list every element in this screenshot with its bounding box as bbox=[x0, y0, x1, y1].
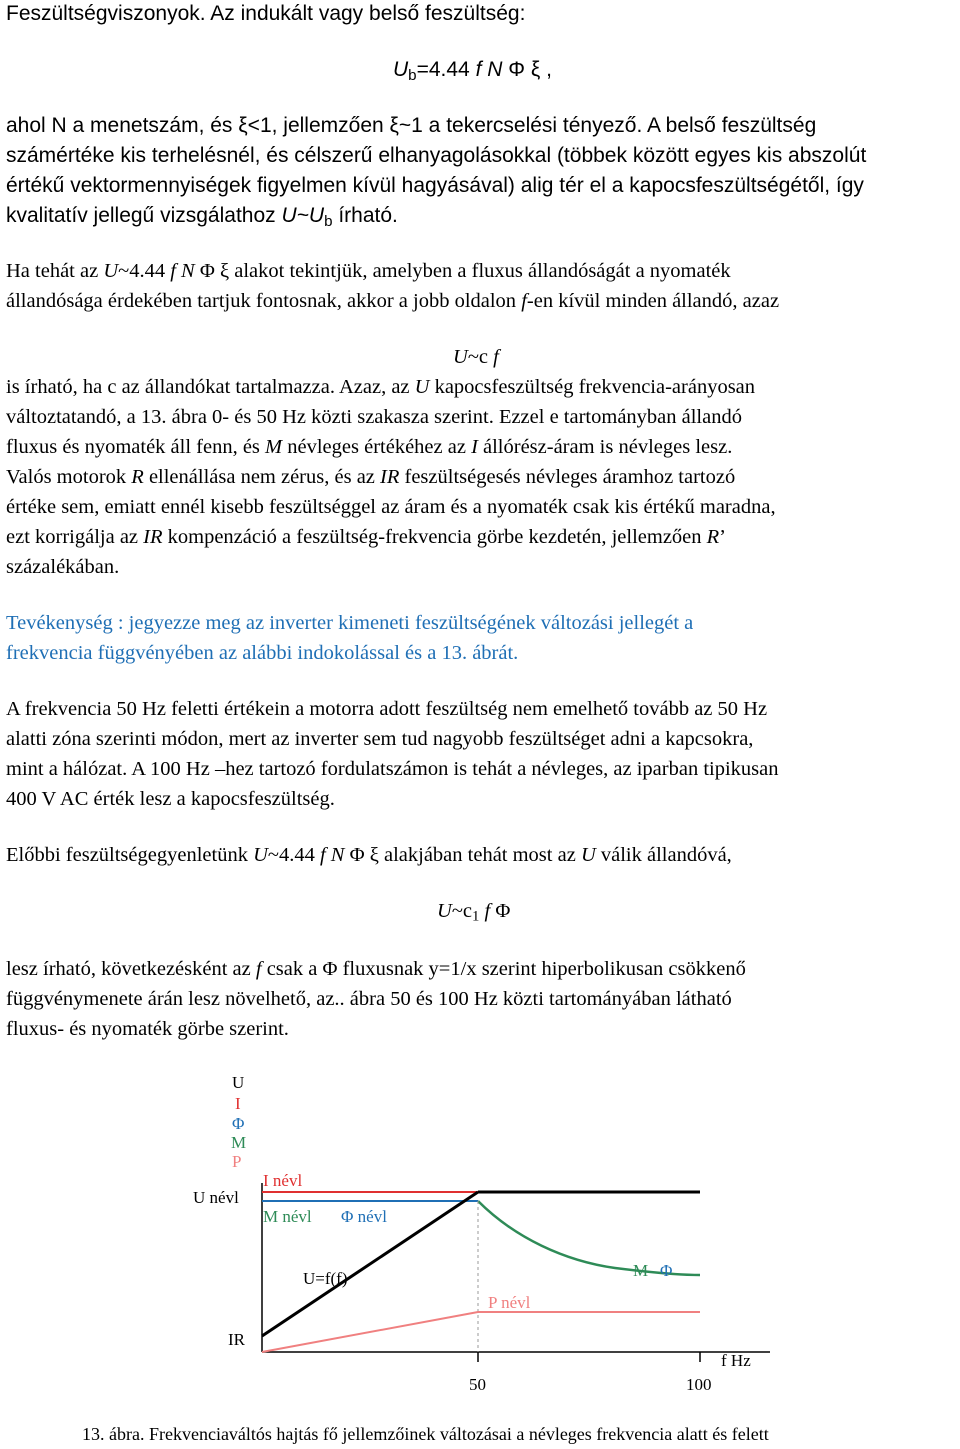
para3-l4b: ellenállása nem zérus, és az bbox=[143, 466, 381, 488]
para1-line1: ahol N a menetszám, és ξ<1, jellemzően ξ~1 a tekercselési tényező. A belső feszültség bbox=[6, 114, 817, 137]
figure-caption: 13. ábra. Frekvenciaváltós hajtás fő jellemzőinek változásai a névleges frekvencia alatt és felett bbox=[82, 1424, 769, 1444]
equation-induced-voltage bbox=[393, 58, 552, 84]
para3-l4a: Valós motorok bbox=[6, 466, 132, 488]
label-m-right: M bbox=[633, 1261, 649, 1280]
eq3-sub: 1 bbox=[472, 908, 480, 925]
para2-f: f bbox=[521, 290, 527, 312]
para2-line1 bbox=[6, 260, 731, 283]
eq3-c: ~c bbox=[451, 900, 473, 922]
intro-heading: Feszültségviszonyok. Az indukált vagy belső feszültség: bbox=[6, 2, 526, 25]
para3-l6a: ezt korrigálja az bbox=[6, 526, 144, 548]
para3-m: M bbox=[265, 436, 283, 458]
para3-line6 bbox=[6, 526, 726, 549]
eq-xi: ξ , bbox=[530, 58, 552, 81]
activity-line2: frekvencia függvényében az alábbi indokolással és a 13. ábrát. bbox=[6, 642, 519, 664]
eq-f: f bbox=[475, 58, 482, 81]
para3-l1a: is írható, ha c az állandókat tartalmazza. Azaz, az bbox=[6, 376, 415, 398]
eq3-u: U bbox=[437, 900, 452, 922]
eq2-u: U bbox=[453, 346, 468, 368]
label-phi-right: Φ bbox=[660, 1261, 673, 1280]
para1-sub: b bbox=[324, 212, 333, 230]
legend-p: P bbox=[232, 1152, 242, 1171]
eq-phi: Φ bbox=[508, 58, 526, 81]
label-u-nominal: U névl bbox=[193, 1188, 239, 1207]
para6-l1a: lesz írható, következésként az bbox=[6, 958, 256, 980]
equation-u-c1-f-phi bbox=[437, 900, 510, 926]
para3-line7: százalékában. bbox=[6, 556, 120, 578]
para5-u: U bbox=[253, 844, 268, 866]
para4-line4: 400 V AC érték lesz a kapocsfeszültség. bbox=[6, 788, 335, 810]
para6-line1 bbox=[6, 958, 746, 981]
para3-r2: R bbox=[706, 526, 720, 548]
label-u-of-f: U=f(f) bbox=[303, 1269, 348, 1288]
para2-line2 bbox=[6, 290, 779, 313]
para5-c: Φ ξ alakjában tehát most az bbox=[344, 844, 581, 866]
para4-line2: alatti zóna szerinti módon, mert az inverter sem tud nagyobb feszültséget adni a kapcsokra, bbox=[6, 728, 754, 750]
para2-u: U bbox=[103, 260, 119, 282]
label-ir: IR bbox=[228, 1330, 245, 1349]
eq-sub-b: b bbox=[408, 66, 417, 84]
para4-line3: mint a hálózat. A 100 Hz –hez tartozó fordulatszámon is tehát a névleges, az iparban tipikusan bbox=[6, 758, 779, 780]
para6-f: f bbox=[255, 958, 262, 980]
para6-line2: függvénymenete árán lesz növelhető, az.. ábra 50 és 100 Hz közti tartományában látható bbox=[6, 988, 732, 1010]
para4-line1: A frekvencia 50 Hz feletti értékein a motorra adott feszültség nem emelhető tovább az 50 Hz bbox=[6, 698, 768, 720]
para3-r: R bbox=[131, 466, 144, 488]
para5-line bbox=[6, 844, 732, 867]
para3-line4 bbox=[6, 466, 735, 489]
para6-l1b: csak a Φ fluxusnak y=1/x szerint hiperbolikusan csökkenő bbox=[261, 958, 746, 980]
eq-n: N bbox=[487, 58, 503, 81]
eq2-c: ~c bbox=[467, 346, 494, 368]
para1-line4-text: kvalitatív jellegű vizsgálathoz bbox=[6, 204, 282, 227]
eq3-phi: Φ bbox=[495, 900, 511, 922]
eq3-f: f bbox=[484, 900, 491, 922]
para2-text-c: Φ ξ alakot tekintjük, amelyben a fluxus állandóságát a nyomaték bbox=[194, 260, 731, 282]
label-phi-nominal: Φ névl bbox=[341, 1207, 387, 1226]
para3-l6c: ’ bbox=[719, 526, 726, 548]
label-x-axis: f Hz bbox=[721, 1351, 751, 1370]
equation-u-cf bbox=[453, 346, 499, 369]
para5-fn: f N bbox=[319, 844, 345, 866]
label-i-nominal: I névl bbox=[263, 1171, 303, 1190]
para6-line3: fluxus- és nyomaték görbe szerint. bbox=[6, 1018, 289, 1040]
activity-line1: Tevékenység : jegyezze meg az inverter kimeneti feszültségének változási jellegét a bbox=[6, 612, 694, 634]
para2-line2-b: -en kívül minden állandó, azaz bbox=[526, 290, 780, 312]
para5-u2: U bbox=[580, 844, 596, 866]
para3-l4c: feszültségesés névleges áramhoz tartozó bbox=[399, 466, 736, 488]
para5-b: ~4.44 bbox=[267, 844, 320, 866]
para3-ir: IR bbox=[380, 466, 400, 488]
para1-line4 bbox=[6, 204, 398, 230]
eq2-f: f bbox=[493, 346, 499, 368]
para3-l3a: fluxus és nyomaték áll fenn, és bbox=[6, 436, 266, 458]
legend-phi: Φ bbox=[232, 1114, 245, 1133]
tick-label-100: 100 bbox=[686, 1375, 712, 1394]
para3-line2: változtatandó, a 13. ábra 0- és 50 Hz közti szakasza szerint. Ezzel e tartományban állandó bbox=[6, 406, 742, 428]
para3-line5: értéke sem, emiatt ennél kisebb feszültséggel az áram és a nyomaték csak kis értékű maradna, bbox=[6, 496, 776, 518]
tick-label-50: 50 bbox=[469, 1375, 486, 1394]
para3-line3 bbox=[6, 436, 732, 459]
para3-ir2: IR bbox=[143, 526, 163, 548]
legend-u: U bbox=[232, 1073, 245, 1092]
legend-m: M bbox=[231, 1133, 247, 1152]
para2-text-a: Ha tehát az bbox=[6, 260, 104, 282]
para2-fn: f N bbox=[170, 260, 195, 282]
para3-l3b: névleges értékéhez az bbox=[282, 436, 472, 458]
para1-line2: számértéke kis terhelésnél, és célszerű elhanyagolásokkal (többek között egyes kis abszolút bbox=[6, 144, 867, 167]
label-p-nominal: P névl bbox=[488, 1293, 531, 1312]
para1-line4-end: írható. bbox=[332, 204, 398, 227]
legend-i: I bbox=[235, 1094, 241, 1113]
eq-const: =4.44 bbox=[416, 58, 470, 81]
para3-i: I bbox=[471, 436, 478, 458]
para1-u: U~U bbox=[281, 204, 325, 227]
power-rise-line bbox=[262, 1312, 478, 1352]
eq-u: U bbox=[393, 58, 409, 81]
para3-l6b: kompenzáció a feszültség-frekvencia görbe kezdetén, jellemzően bbox=[162, 526, 707, 548]
para3-line1 bbox=[6, 376, 755, 399]
para2-text-b: ~4.44 bbox=[118, 260, 171, 282]
para3-l3c: állórész-áram is névleges lesz. bbox=[477, 436, 733, 458]
label-m-nominal: M névl bbox=[263, 1207, 312, 1226]
para3-u: U bbox=[414, 376, 430, 398]
para5-d: válik állandóvá, bbox=[595, 844, 732, 866]
para1-line3: értékű vektormennyiségek figyelmen kívül hagyásával) alig tér el a kapocsfeszültségétől, így bbox=[6, 174, 864, 197]
figure-13-diagram bbox=[185, 1068, 785, 1404]
para5-a: Előbbi feszültségegyenletünk bbox=[6, 844, 254, 866]
para2-line2-a: állandósága érdekében tartjuk fontosnak, akkor a jobb oldalon bbox=[6, 290, 522, 312]
para3-l1b: kapocsfeszültség frekvencia-arányosan bbox=[429, 376, 756, 398]
